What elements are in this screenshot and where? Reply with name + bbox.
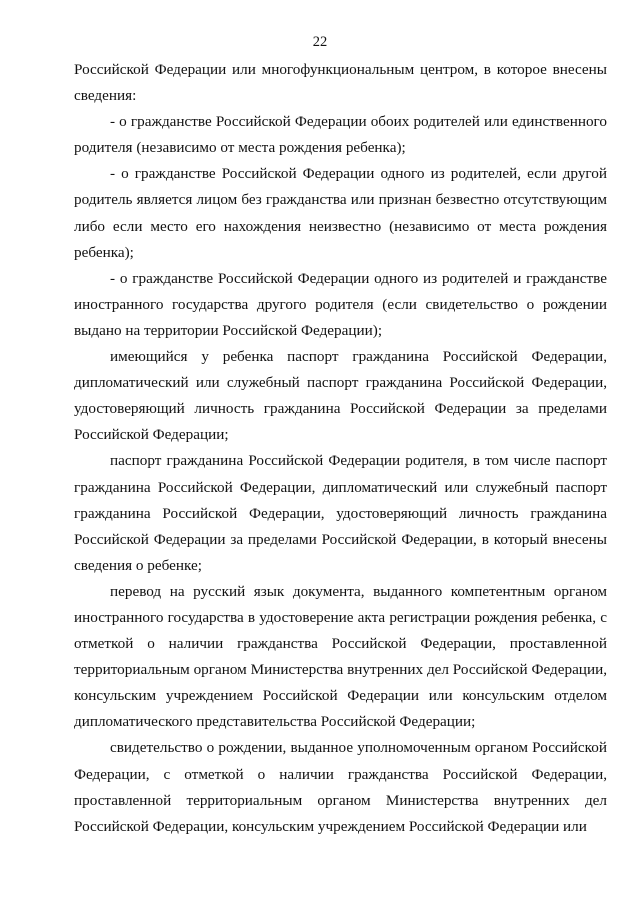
paragraph-parent-passport: паспорт гражданина Российской Федерации родителя, в том числе паспорт гражданина Российской Федерации, дипломатический или служебный паспорт гражданина Российской Федерации, удостоверяющий личность гражданина Российской Федерации за пределами Российской Федерации, в который внесены сведения о ребенке; (74, 452, 607, 574)
paragraph-one-parent-stateless: - о гражданстве Российской Федерации одного из родителей, если другой родитель является лицом без гражданства или признан безвестно отсутствующим либо если место его нахождения неизвестно (независимо от места рождения ребенка); (74, 165, 607, 261)
paragraph-both-parents: - о гражданстве Российской Федерации обоих родителей или единственного родителя (независимо от места рождения ребенка); (74, 113, 607, 157)
page-number: 22 (312, 34, 328, 50)
paragraph-translation: перевод на русский язык документа, выданного компетентным органом иностранного государства в удостоверение акта регистрации рождения ребенка, с отметкой о наличии гражданства Российской Федерации, проставленной территориальным органом Министерства внутренних дел Российской Федерации, консульским учреждением Российской Федерации или консульским отделом дипломатического представительства Российской Федерации; (74, 582, 607, 731)
paragraph-one-parent-foreign: - о гражданстве Российской Федерации одного из родителей и гражданстве иностранного государства другого родителя (если свидетельство о рождении выдано на территории Российской Федерации); (74, 269, 607, 339)
paragraph-child-passport: имеющийся у ребенка паспорт гражданина Российской Федерации, дипломатический или служебный паспорт гражданина Российской Федерации, удостоверяющий личность гражданина Российской Федерации за пределами Российской Федерации; (74, 348, 607, 444)
paragraph-birth-certificate: свидетельство о рождении, выданное уполномоченным органом Российской Федерации, с отметкой о наличии гражданства Российской Федерации, проставленной территориальным органом Министерства внутренних дел Российской Федерации, консульским учреждением Российской Федерации или (74, 739, 607, 835)
document-body (74, 57, 607, 840)
paragraph-continuation: Российской Федерации или многофункциональным центром, в которое внесены сведения: (74, 61, 607, 105)
